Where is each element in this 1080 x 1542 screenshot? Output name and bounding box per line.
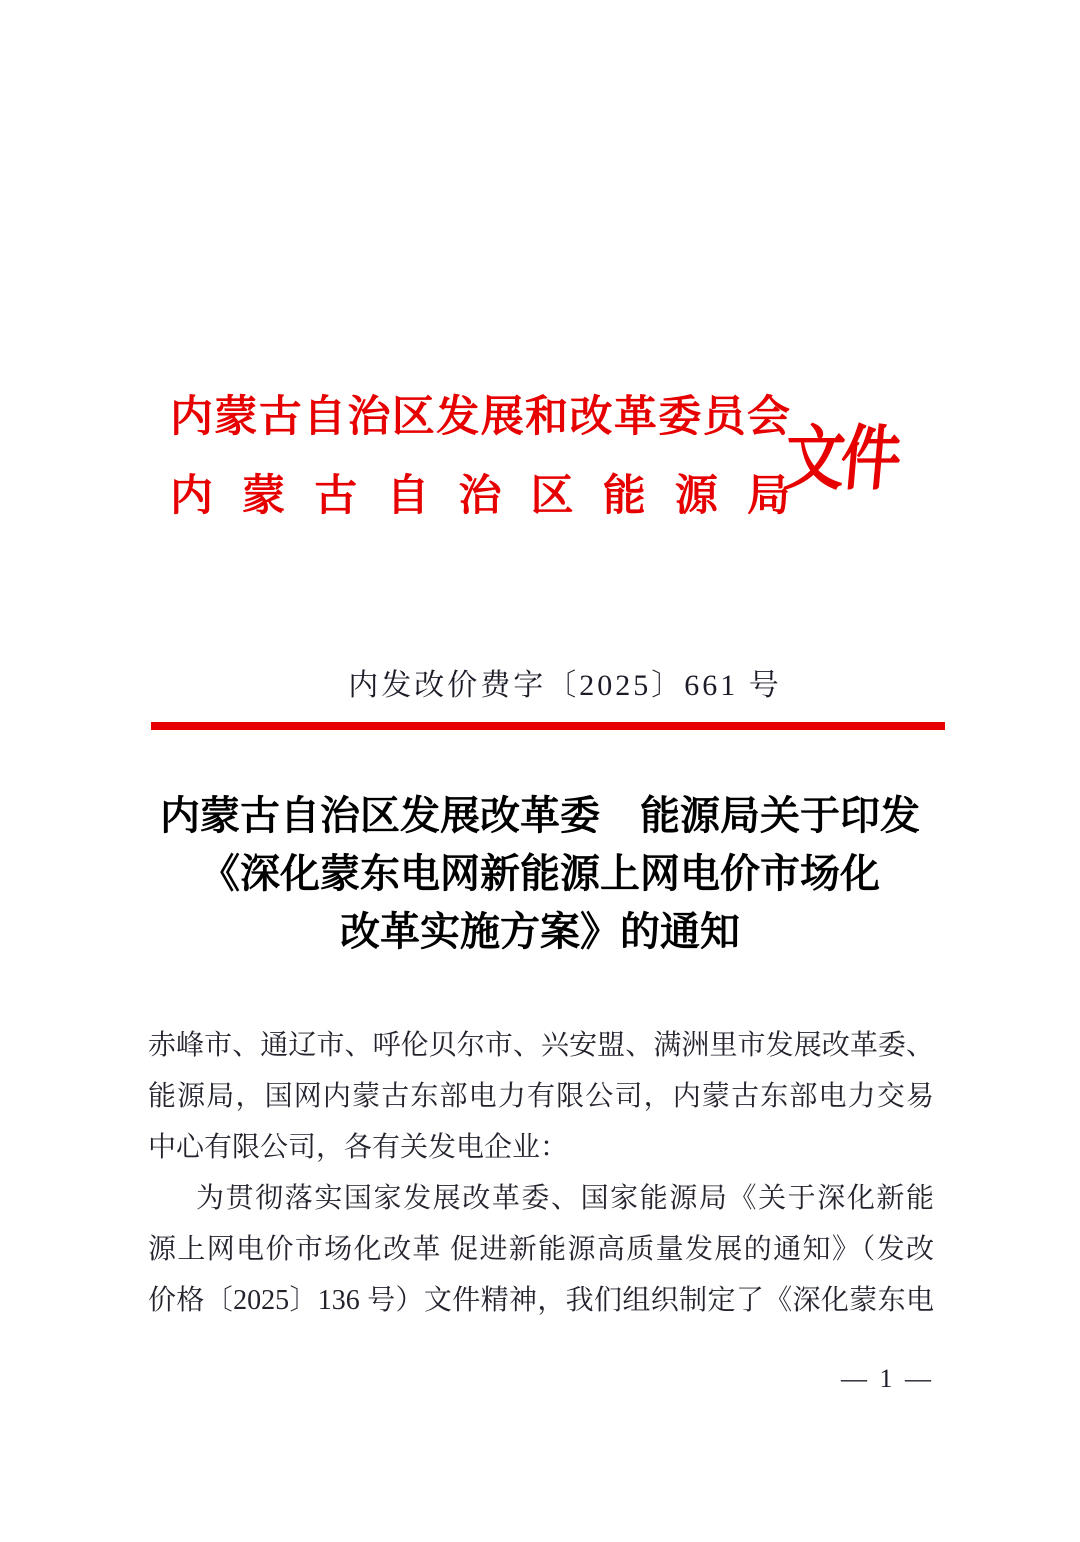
- title-line-2: 《深化蒙东电网新能源上网电价市场化: [200, 851, 880, 896]
- red-divider-line: [151, 722, 945, 730]
- title-line-3: 改革实施方案》的通知: [340, 909, 740, 954]
- title-line-1: 内蒙古自治区发展改革委 能源局关于印发: [160, 793, 920, 838]
- recipients-line-2: 能源局，国网内蒙古东部电力有限公司，内蒙古东部电力交易: [148, 1081, 934, 1112]
- paragraph-line-1: 为贯彻落实国家发展改革委、国家能源局《关于深化新能: [196, 1183, 934, 1214]
- org-name-line-1: 内蒙古自治区发展和改革委员会: [170, 394, 790, 441]
- doc-type-label: 文件: [781, 420, 901, 499]
- doc-reference-number: 内发改价费字〔2025〕661 号: [348, 669, 782, 702]
- document-body: [148, 1020, 934, 1326]
- document-title: [90, 787, 990, 961]
- recipients-line-3: 中心有限公司，各有关发电企业：: [148, 1132, 569, 1163]
- paragraph-line-3: 价格〔2025〕136 号）文件精神，我们组织制定了《深化蒙东电: [148, 1285, 934, 1316]
- org-name-line-2: 内蒙古自治区能源局: [170, 473, 790, 520]
- page-number: — 1 —: [841, 1364, 934, 1393]
- recipients-line-1: 赤峰市、通辽市、呼伦贝尔市、兴安盟、满洲里市发展改革委、: [148, 1030, 934, 1061]
- paragraph-line-2: 源上网电价市场化改革 促进新能源高质量发展的通知》（发改: [148, 1234, 934, 1265]
